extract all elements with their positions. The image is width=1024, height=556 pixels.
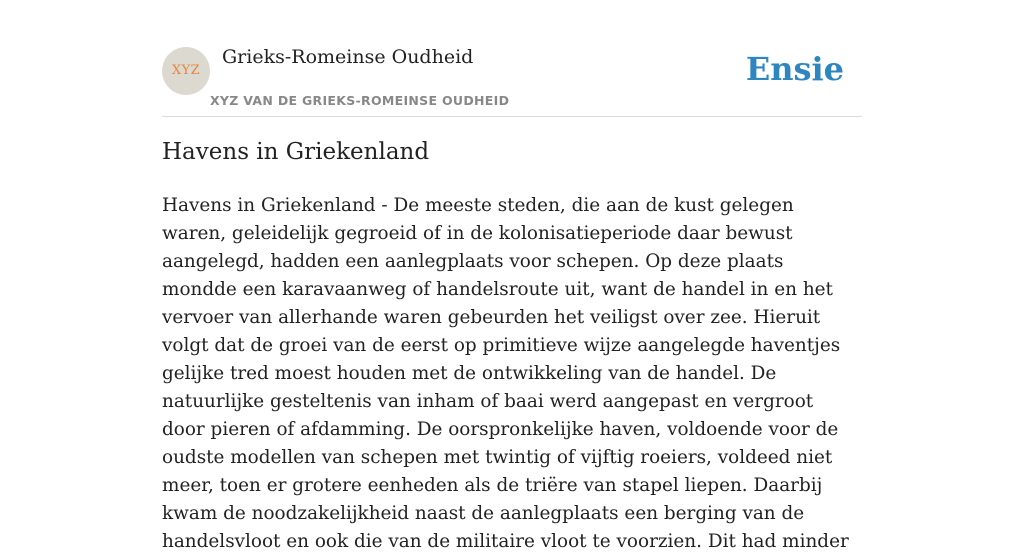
site-name[interactable]: Grieks-Romeinse Oudheid (222, 46, 474, 68)
site-header (162, 36, 862, 117)
avatar[interactable]: XYZ (162, 47, 210, 95)
page-title: Havens in Griekenland (162, 139, 430, 165)
site-subtitle: XYZ VAN DE GRIEKS-ROMEINSE OUDHEID (210, 93, 510, 108)
article-body: Havens in Griekenland - De meeste steden, die aan de kust gelegen waren, geleidelijk gegroeid of in de kolonisatieperiode daar bewust aangelegd, hadden een aanlegplaats voor schepen. Op deze plaats mondde een karavaanweg of handelsroute uit, want de handel in en het vervoer van allerhande waren gebeurden het veiligst over zee. Hieruit volgt dat de groei van de eerst op primitieve wijze aangelegde haventjes gelijke tred moest houden met de ontwikkeling van de handel. De natuurlijke gesteltenis van inham of baai werd aangepast en vergroot door pieren of afdamming. De oorspronkelijke haven, voldoende voor de oudste modellen van schepen met twintig of vijftig roeiers, voldeed niet meer, toen er grotere eenheden als de triëre van stapel liepen. Daarbij kwam de noodzakelijkheid naast de aanlegplaats een berging van de handelsvloot en ook die van de militaire vloot te voorzien. Dit had minder (162, 195, 849, 552)
brand-logo[interactable]: Ensie (745, 50, 844, 88)
